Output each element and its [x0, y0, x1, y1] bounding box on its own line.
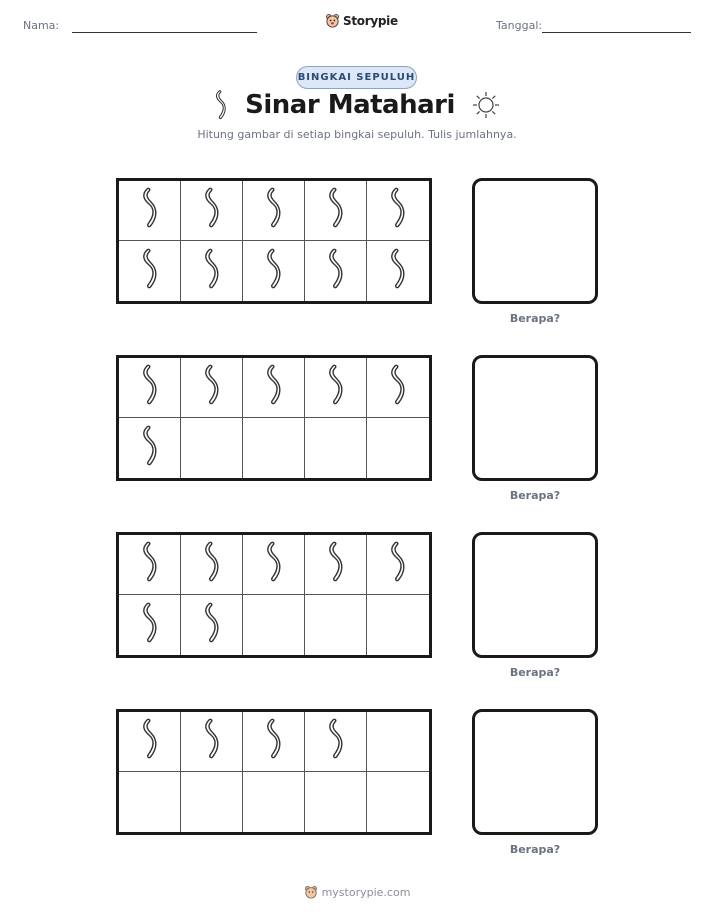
sun-icon: [471, 90, 501, 120]
sun-ray-icon: [264, 363, 284, 412]
ten-frame-cell: [119, 418, 181, 478]
sun-ray-icon: [202, 601, 222, 650]
title-row: [0, 89, 714, 121]
ten-frame-cell: [305, 772, 367, 832]
sun-ray-icon: [388, 363, 408, 412]
ten-frame-cell: [243, 535, 305, 595]
ten-frame-cell: [119, 595, 181, 655]
sun-ray-icon: [202, 186, 222, 235]
brand-logo: [325, 13, 398, 28]
sun-ray-icon: [264, 247, 284, 296]
sun-ray-icon: [264, 540, 284, 589]
answer-box[interactable]: [472, 178, 598, 304]
date-line: [542, 32, 691, 33]
ten-frame-cell: [181, 535, 243, 595]
sun-ray-icon: [388, 540, 408, 589]
ten-frame-cell: [181, 358, 243, 418]
sun-ray-icon: [140, 540, 160, 589]
ten-frame-cell: [181, 772, 243, 832]
answer-label: Berapa?: [509, 666, 561, 679]
ten-frame-cell: [367, 595, 429, 655]
ten-frame-cell: [243, 772, 305, 832]
ten-frame-cell: [119, 358, 181, 418]
ten-frame-cell: [181, 595, 243, 655]
sun-ray-icon: [326, 247, 346, 296]
ten-frame-cell: [119, 535, 181, 595]
ten-frame-cell: [305, 358, 367, 418]
instructions: Hitung gambar di setiap bingkai sepuluh. Tulis jumlahnya.: [197, 128, 517, 141]
name-line: [72, 32, 257, 33]
ten-frame-cell: [243, 181, 305, 241]
ten-frame-cell: [181, 418, 243, 478]
sun-ray-icon: [388, 186, 408, 235]
storypie-mascot-icon: [325, 13, 340, 28]
ten-frame-cell: [243, 358, 305, 418]
ten-frame-cell: [305, 595, 367, 655]
ten-frame-cell: [305, 712, 367, 772]
ten-frame-cell: [243, 712, 305, 772]
ten-frame: [116, 178, 432, 304]
name-label: Nama:: [23, 19, 60, 32]
footer: [0, 885, 714, 899]
ten-frame-cell: [243, 595, 305, 655]
answer-box[interactable]: [472, 355, 598, 481]
brand-name: Storypie: [343, 13, 398, 28]
answer-label: Berapa?: [509, 843, 561, 856]
sun-ray-icon: [213, 89, 229, 121]
ten-frame-cell: [119, 712, 181, 772]
sun-ray-icon: [388, 247, 408, 296]
ten-frame: [116, 355, 432, 481]
ten-frame-cell: [305, 418, 367, 478]
ten-frame-cell: [367, 181, 429, 241]
answer-box[interactable]: [472, 532, 598, 658]
ten-frame-cell: [181, 181, 243, 241]
ten-frame-cell: [367, 418, 429, 478]
page-title: Sinar Matahari: [245, 90, 455, 120]
date-label: Tanggal:: [496, 19, 543, 32]
answer-box[interactable]: [472, 709, 598, 835]
worksheet-type-badge: BINGKAI SEPULUH: [296, 66, 417, 89]
ten-frame-cell: [243, 241, 305, 301]
sun-ray-icon: [140, 601, 160, 650]
storypie-mascot-icon: [304, 885, 318, 899]
ten-frame-cell: [119, 181, 181, 241]
sun-ray-icon: [140, 424, 160, 473]
sun-ray-icon: [202, 363, 222, 412]
ten-frame-cell: [181, 241, 243, 301]
ten-frame-cell: [367, 772, 429, 832]
ten-frame-cell: [305, 535, 367, 595]
ten-frame-cell: [367, 535, 429, 595]
sun-ray-icon: [140, 186, 160, 235]
sun-ray-icon: [140, 247, 160, 296]
sun-ray-icon: [326, 717, 346, 766]
sun-ray-icon: [140, 717, 160, 766]
ten-frame: [116, 709, 432, 835]
sun-ray-icon: [202, 247, 222, 296]
sun-ray-icon: [140, 363, 160, 412]
sun-ray-icon: [326, 363, 346, 412]
answer-label: Berapa?: [509, 489, 561, 502]
ten-frame-cell: [367, 358, 429, 418]
ten-frame-cell: [305, 181, 367, 241]
sun-ray-icon: [202, 540, 222, 589]
sun-ray-icon: [326, 540, 346, 589]
sun-ray-icon: [202, 717, 222, 766]
ten-frame-cell: [305, 241, 367, 301]
ten-frame-cell: [119, 772, 181, 832]
sun-ray-icon: [264, 186, 284, 235]
answer-label: Berapa?: [509, 312, 561, 325]
ten-frame-cell: [367, 241, 429, 301]
footer-url: mystorypie.com: [321, 885, 411, 899]
ten-frame-cell: [367, 712, 429, 772]
sun-ray-icon: [326, 186, 346, 235]
ten-frame-cell: [243, 418, 305, 478]
ten-frame: [116, 532, 432, 658]
sun-ray-icon: [264, 717, 284, 766]
ten-frame-cell: [119, 241, 181, 301]
ten-frame-cell: [181, 712, 243, 772]
